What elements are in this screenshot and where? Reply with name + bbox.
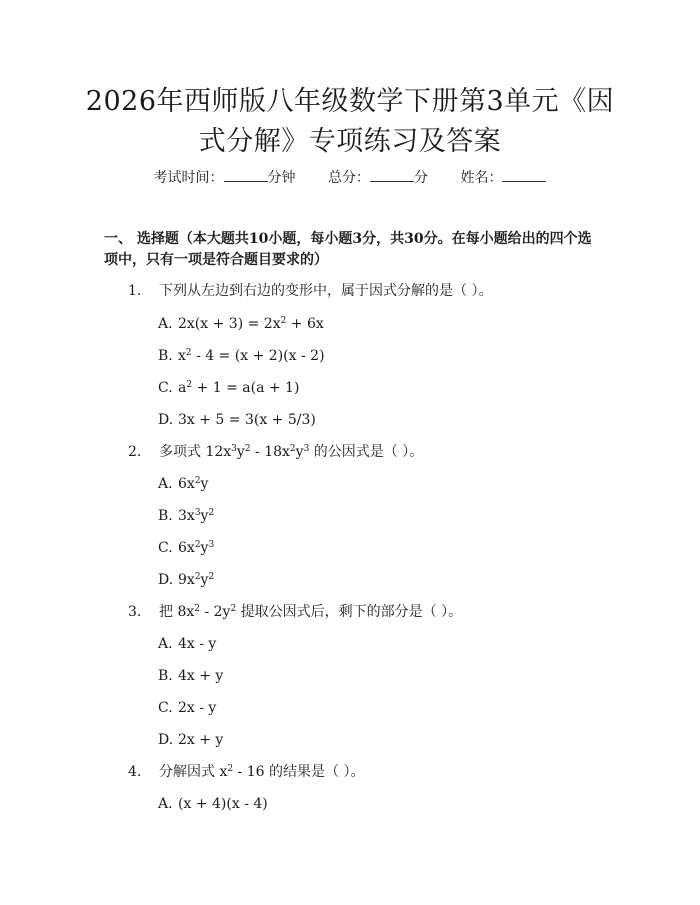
option-letter: B. — [158, 348, 173, 364]
title-line-2: 式分解》专项练习及答案 — [198, 126, 502, 157]
question-3-option-a — [158, 634, 216, 654]
section-heading: 一、 选择题（本大题共10小题，每小题3分，共30分。在每小题给出的四个选项中，只有一项是符合题目要求的） — [104, 231, 592, 268]
exponent: 3 — [231, 444, 237, 454]
exponent: 2 — [194, 572, 201, 582]
question-2-option-c — [158, 538, 214, 558]
exponent: 3 — [208, 540, 215, 550]
question-stem: - 18x — [250, 444, 290, 460]
option-text: 6x — [178, 476, 195, 492]
exponent: 2 — [244, 444, 251, 454]
question-3-option-b — [158, 666, 223, 686]
option-text: - 4 = (x + 2)(x - 2) — [191, 348, 325, 364]
option-text: x — [178, 348, 186, 364]
exponent: 2 — [227, 764, 234, 774]
question-number: 2. — [128, 444, 142, 460]
question-2 — [128, 442, 423, 462]
exponent: 2 — [185, 348, 192, 358]
exponent: 2 — [208, 572, 215, 582]
question-stem: 提取公因式后，剩下的部分是（ ）。 — [236, 604, 463, 620]
name-field — [460, 167, 546, 188]
exponent: 2 — [194, 476, 201, 486]
question-3-option-c — [158, 698, 216, 718]
exam-time-blank — [224, 167, 268, 182]
option-text: 4x + y — [178, 668, 224, 684]
exam-time-field — [154, 167, 296, 188]
option-text: y — [200, 540, 209, 556]
option-text: 3x — [178, 508, 195, 524]
question-1-option-d — [158, 410, 316, 430]
question-stem: - 2y — [200, 604, 231, 620]
option-letter: C. — [158, 380, 173, 396]
question-stem: 下列从左边到右边的变形中，属于因式分解的是（ ）。 — [159, 283, 493, 299]
question-stem: 的公因式是（ ）。 — [309, 444, 424, 460]
option-letter: D. — [158, 412, 174, 428]
question-1-option-c — [158, 378, 299, 398]
exponent: 2 — [289, 444, 296, 454]
exponent: 3 — [194, 508, 201, 518]
option-letter: A. — [158, 476, 173, 492]
exponent: 2 — [230, 604, 237, 614]
question-stem: - 16 的结果是（ ）。 — [233, 764, 365, 780]
option-letter: B. — [158, 508, 173, 524]
question-2-option-d — [158, 570, 214, 590]
option-text: 2x + y — [178, 732, 224, 748]
option-text: a — [178, 380, 187, 396]
exam-time-label: 考试时间： — [153, 170, 224, 186]
question-stem: 分解因式 x — [159, 764, 228, 780]
question-number: 1. — [128, 283, 142, 299]
option-text: 6x — [178, 540, 195, 556]
exponent: 2 — [194, 604, 200, 614]
option-letter: A. — [158, 316, 173, 332]
exam-time-unit: 分钟 — [267, 170, 296, 186]
option-text: + 6x — [286, 316, 324, 332]
question-stem: y — [236, 444, 245, 460]
name-label: 姓名： — [460, 170, 503, 186]
score-label: 总分： — [328, 170, 370, 186]
option-text: y — [200, 476, 209, 492]
question-4 — [128, 762, 364, 782]
score-unit: 分 — [414, 170, 428, 186]
option-text: y — [200, 508, 209, 524]
option-letter: D. — [158, 572, 174, 588]
title-line-1: 2026年西师版八年级数学下册第3单元《因 — [85, 86, 615, 117]
exponent: 3 — [303, 444, 310, 454]
question-number: 3. — [128, 604, 142, 620]
exam-info — [0, 167, 700, 188]
score-field — [328, 167, 428, 188]
question-3 — [128, 602, 462, 622]
document-title — [80, 82, 620, 162]
option-text: 2x(x + 3) = 2x — [178, 316, 281, 332]
option-text: (x + 4)(x - 4) — [178, 796, 268, 812]
exponent: 2 — [208, 508, 215, 518]
question-stem: 多项式 12x — [159, 444, 232, 460]
question-4-option-a — [158, 794, 268, 814]
option-text: + 1 = a(a + 1) — [192, 380, 300, 396]
question-2-option-b — [158, 506, 214, 526]
option-letter: D. — [158, 732, 174, 748]
question-number: 4. — [128, 764, 142, 780]
name-blank — [502, 167, 546, 182]
option-text: y — [200, 572, 209, 588]
option-letter: B. — [158, 668, 173, 684]
question-1-option-b — [158, 346, 325, 366]
option-text: 4x - y — [178, 636, 217, 652]
option-letter: A. — [158, 636, 173, 652]
question-3-option-d — [158, 730, 223, 750]
question-stem: y — [295, 444, 304, 460]
exponent: 2 — [186, 380, 193, 390]
question-1-option-a — [158, 314, 324, 334]
option-text: 3x + 5 = 3(x + 5/3) — [178, 412, 316, 428]
exponent: 2 — [194, 540, 201, 550]
option-text: 2x - y — [178, 700, 217, 716]
option-letter: A. — [158, 796, 173, 812]
exponent: 2 — [280, 316, 287, 326]
question-1 — [128, 281, 492, 301]
option-letter: C. — [158, 540, 173, 556]
option-letter: C. — [158, 700, 173, 716]
score-blank — [370, 167, 414, 182]
question-2-option-a — [158, 474, 208, 494]
option-text: 9x — [178, 572, 195, 588]
question-stem: 把 8x — [159, 604, 195, 620]
